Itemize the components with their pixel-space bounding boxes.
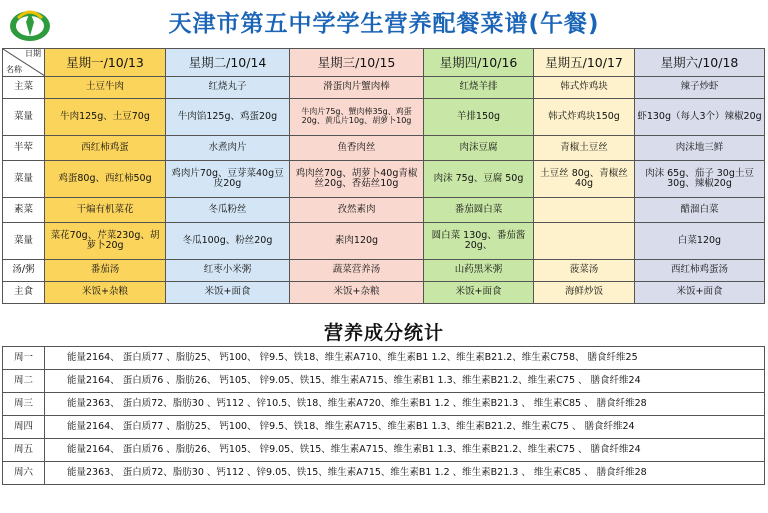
menu-cell: 水煮肉片	[166, 136, 290, 161]
row-label: 汤/粥	[3, 260, 45, 282]
table-row	[3, 260, 765, 282]
table-row	[3, 77, 765, 99]
row-label: 菜量	[3, 161, 45, 198]
menu-cell: 蔬菜营养汤	[290, 260, 424, 282]
menu-cell: 肉沫 75g、豆腐 50g	[424, 161, 534, 198]
row-label: 主食	[3, 282, 45, 304]
nutrition-title: 营养成分统计	[323, 322, 444, 344]
menu-cell: 肉沫豆腐	[424, 136, 534, 161]
nutrition-values: 能量2164、 蛋白质77 、脂肪25、 钙100、 锌9.5、铁18、维生素A710、维生素B1 1.2、维生素B21.2、维生素C758、 膳食纤维25	[45, 347, 765, 370]
table-row	[3, 136, 765, 161]
row-label: 菜量	[3, 223, 45, 260]
menu-cell: 红烧羊排	[424, 77, 534, 99]
menu-cell: 冬瓜100g、粉丝20g	[166, 223, 290, 260]
menu-cell: 冬瓜粉丝	[166, 198, 290, 223]
table-row	[3, 416, 765, 439]
menu-cell: 醋溜白菜	[635, 198, 765, 223]
nutrition-day: 周二	[3, 370, 45, 393]
menu-cell: 白菜120g	[635, 223, 765, 260]
nutrition-table	[2, 346, 765, 485]
table-row	[3, 198, 765, 223]
day-header-3: 星期三/10/15	[290, 49, 424, 77]
day-header-2: 星期二/10/14	[166, 49, 290, 77]
table-row	[3, 161, 765, 198]
menu-table	[2, 48, 765, 304]
table-row	[3, 223, 765, 260]
menu-cell: 红枣小米粥	[166, 260, 290, 282]
row-label: 菜量	[3, 99, 45, 136]
menu-cell: 辣子炒虾	[635, 77, 765, 99]
corner-name-label: 名称	[6, 65, 22, 75]
menu-cell: 圆白菜 130g、番茄酱 20g、	[424, 223, 534, 260]
menu-cell: 鱼香肉丝	[290, 136, 424, 161]
nutrition-values: 能量2363、 蛋白质72、脂肪30 、钙112 、锌10.5、铁18、维生素A720、维生素B1 1.2 、维生素B21.3 、 维生素C85 、 膳食纤维28	[45, 393, 765, 416]
page-title: 天津市第五中学学生营养配餐菜谱(午餐)	[168, 11, 600, 37]
menu-cell: 羊排150g	[424, 99, 534, 136]
menu-cell: 鸡肉片70g、豆芽菜40g豆皮20g	[166, 161, 290, 198]
day-header-6: 星期六/10/18	[635, 49, 765, 77]
nutrition-day: 周五	[3, 439, 45, 462]
menu-cell: 米饭+面食	[166, 282, 290, 304]
menu-cell	[534, 198, 635, 223]
menu-cell: 米饭+面食	[635, 282, 765, 304]
table-row	[3, 462, 765, 485]
table-row	[3, 439, 765, 462]
menu-cell: 韩式炸鸡块	[534, 77, 635, 99]
menu-cell: 滑蛋肉片蟹肉棒	[290, 77, 424, 99]
menu-cell: 西红柿鸡蛋	[45, 136, 166, 161]
menu-cell: 牛肉片75g、蟹肉棒35g、鸡蛋20g、黄瓜片10g、胡萝卜10g	[290, 99, 424, 136]
table-row	[3, 393, 765, 416]
menu-header-row	[3, 49, 765, 77]
day-header-4: 星期四/10/16	[424, 49, 534, 77]
table-row	[3, 99, 765, 136]
nutrition-day: 周三	[3, 393, 45, 416]
menu-cell: 干煸有机菜花	[45, 198, 166, 223]
table-row	[3, 282, 765, 304]
menu-cell: 虾130g（每人3个）辣椒20g	[635, 99, 765, 136]
menu-cell: 鸡蛋80g、西红柿50g	[45, 161, 166, 198]
menu-cell: 青椒土豆丝	[534, 136, 635, 161]
menu-cell: 米饭+杂粮	[45, 282, 166, 304]
corner-cell	[3, 49, 45, 77]
menu-cell: 米饭+杂粮	[290, 282, 424, 304]
nutrition-values: 能量2164、 蛋白质76 、脂肪26、 钙105、 锌9.05、铁15、维生素A715、维生素B1 1.3、维生素B21.2、维生素C75 、 膳食纤维24	[45, 439, 765, 462]
row-label: 半荤	[3, 136, 45, 161]
nutrition-values: 能量2164、 蛋白质77 、脂肪25、 钙100、 锌9.5、铁18、维生素A715、维生素B1 1.3、维生素B21.2、维生素C75 、 膳食纤维24	[45, 416, 765, 439]
nutrition-day: 周六	[3, 462, 45, 485]
menu-cell: 肉沫地三鲜	[635, 136, 765, 161]
menu-cell: 海鲜炒饭	[534, 282, 635, 304]
day-header-1: 星期一/10/13	[45, 49, 166, 77]
nutrition-day: 周一	[3, 347, 45, 370]
nutrition-day: 周四	[3, 416, 45, 439]
menu-cell: 牛肉125g、土豆70g	[45, 99, 166, 136]
table-row	[3, 370, 765, 393]
menu-cell: 西红柿鸡蛋汤	[635, 260, 765, 282]
menu-cell: 土豆丝 80g、青椒丝40g	[534, 161, 635, 198]
menu-cell: 鸡肉丝70g、胡萝卜40g青椒丝20g、香菇丝10g	[290, 161, 424, 198]
menu-cell: 菜花70g、芹菜230g、胡萝卜20g	[45, 223, 166, 260]
menu-cell: 牛肉馅125g、鸡蛋20g	[166, 99, 290, 136]
menu-cell: 番茄圆白菜	[424, 198, 534, 223]
menu-cell: 土豆牛肉	[45, 77, 166, 99]
menu-cell: 米饭+面食	[424, 282, 534, 304]
nutrition-values: 能量2164、 蛋白质76 、脂肪26、 钙105、 锌9.05、铁15、维生素A715、维生素B1 1.3、维生素B21.2、维生素C75 、 膳食纤维24	[45, 370, 765, 393]
menu-cell: 孜然素肉	[290, 198, 424, 223]
nutrition-values: 能量2363、 蛋白质72、脂肪30 、钙112 、锌9.05、铁15、维生素A715、维生素B1 1.2 、维生素B21.3 、 维生素C85 、 膳食纤维28	[45, 462, 765, 485]
menu-cell: 菠菜汤	[534, 260, 635, 282]
menu-cell: 番茄汤	[45, 260, 166, 282]
menu-cell: 肉沫 65g、茄子 30g土豆30g、辣椒20g	[635, 161, 765, 198]
header	[0, 0, 768, 46]
menu-cell: 韩式炸鸡块150g	[534, 99, 635, 136]
menu-cell: 山药黑米粥	[424, 260, 534, 282]
day-header-5: 星期五/10/17	[534, 49, 635, 77]
menu-cell: 红烧丸子	[166, 77, 290, 99]
table-row	[3, 347, 765, 370]
corner-date-label: 日期	[25, 49, 41, 58]
row-label: 主菜	[3, 77, 45, 99]
menu-cell: 素肉120g	[290, 223, 424, 260]
row-label: 素菜	[3, 198, 45, 223]
menu-cell	[534, 223, 635, 260]
